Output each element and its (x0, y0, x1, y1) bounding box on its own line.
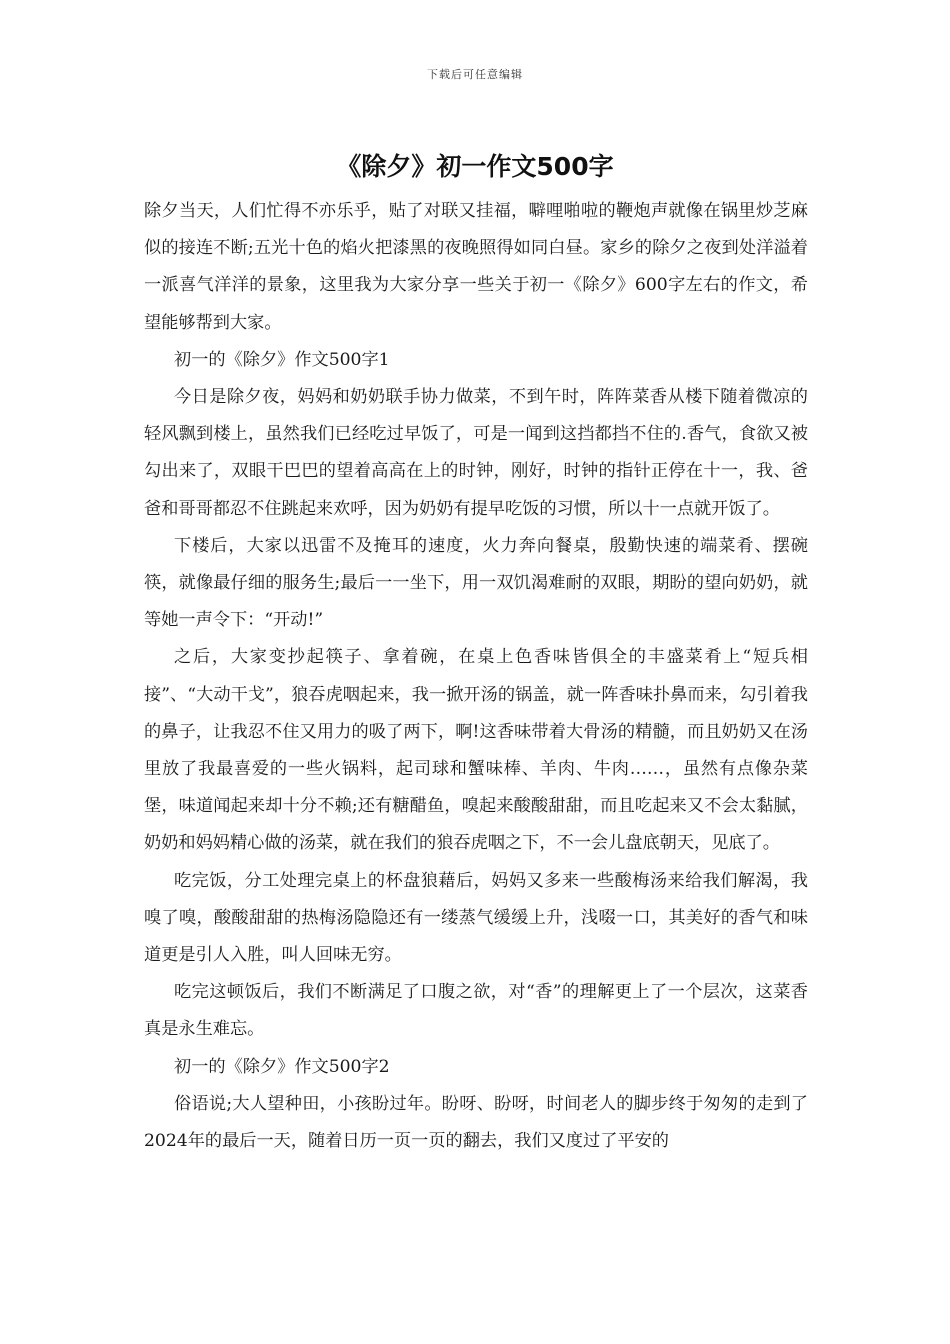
body-paragraph: 吃完这顿饭后，我们不断满足了口腹之欲，对“香”的理解更上了一个层次，这菜香真是永生难忘。 (144, 982, 808, 1040)
section-heading-1: 初一的《除夕》作文500字1 (174, 349, 390, 370)
body-paragraph: 今日是除夕夜，妈妈和奶奶联手协力做菜，不到午时，阵阵菜香从楼下随着微凉的轻风飘到楼上，虽然我们已经吃过早饭了，可是一闻到这挡都挡不住的.香气，食欲又被勾出来了，双眼干巴巴的望着高高在上的时钟，刚好，时钟的指针正停在十一，我、爸爸和哥哥都忍不住跳起来欢呼，因为奶奶有提早吃饭的习惯，所以十一点就开饭了。 (144, 387, 808, 519)
body-paragraph: 之后，大家变抄起筷子、拿着碗，在桌上色香味皆俱全的丰盛菜肴上“短兵相接”、“大动干戈”，狼吞虎咽起来，我一掀开汤的锅盖，就一阵香味扑鼻而来，勾引着我的鼻子，让我忍不住又用力的吸了两下，啊!这香味带着大骨汤的精髓，而且奶奶又在汤里放了我最喜爱的一些火锅料，起司球和蟹味棒、羊肉、牛肉……，虽然有点像杂菜堡，味道闻起来却十分不赖;还有糖醋鱼，嗅起来酸酸甜甜，而且吃起来又不会太黏腻，奶奶和妈妈精心做的汤菜，就在我们的狼吞虎咽之下，不一会儿盘底朝天，见底了。 (144, 647, 808, 854)
intro-paragraph: 除夕当天，人们忙得不亦乐乎，贴了对联又挂福，噼哩啪啦的鞭炮声就像在锅里炒芝麻似的接连不断;五光十色的焰火把漆黑的夜晚照得如同白昼。家乡的除夕之夜到处洋溢着一派喜气洋洋的景象，这里我为大家分享一些关于初一《除夕》600字左右的作文，希望能够帮到大家。 (144, 201, 808, 333)
header-note: 下载后可任意编辑 (427, 68, 523, 81)
document-body (144, 193, 808, 1160)
section-heading-2: 初一的《除夕》作文500字2 (174, 1056, 390, 1077)
body-paragraph: 下楼后，大家以迅雷不及掩耳的速度，火力奔向餐桌，殷勤快速的端菜肴、摆碗筷，就像最仔细的服务生;最后一一坐下，用一双饥渴难耐的双眼，期盼的望向奶奶，就等她一声令下：“开动!” (144, 535, 808, 631)
body-paragraph: 俗语说;大人望种田，小孩盼过年。盼呀、盼呀，时间老人的脚步终于匆匆的走到了2024年的最后一天，随着日历一页一页的翻去，我们又度过了平安的 (144, 1093, 808, 1152)
body-paragraph: 吃完饭，分工处理完桌上的杯盘狼藉后，妈妈又多来一些酸梅汤来给我们解渴，我嗅了嗅，酸酸甜甜的热梅汤隐隐还有一缕蒸气缓缓上升，浅啜一口，其美好的香气和味道更是引人入胜，叫人回味无穷。 (144, 870, 808, 966)
document-title: 《除夕》初一作文500字 (336, 152, 614, 181)
